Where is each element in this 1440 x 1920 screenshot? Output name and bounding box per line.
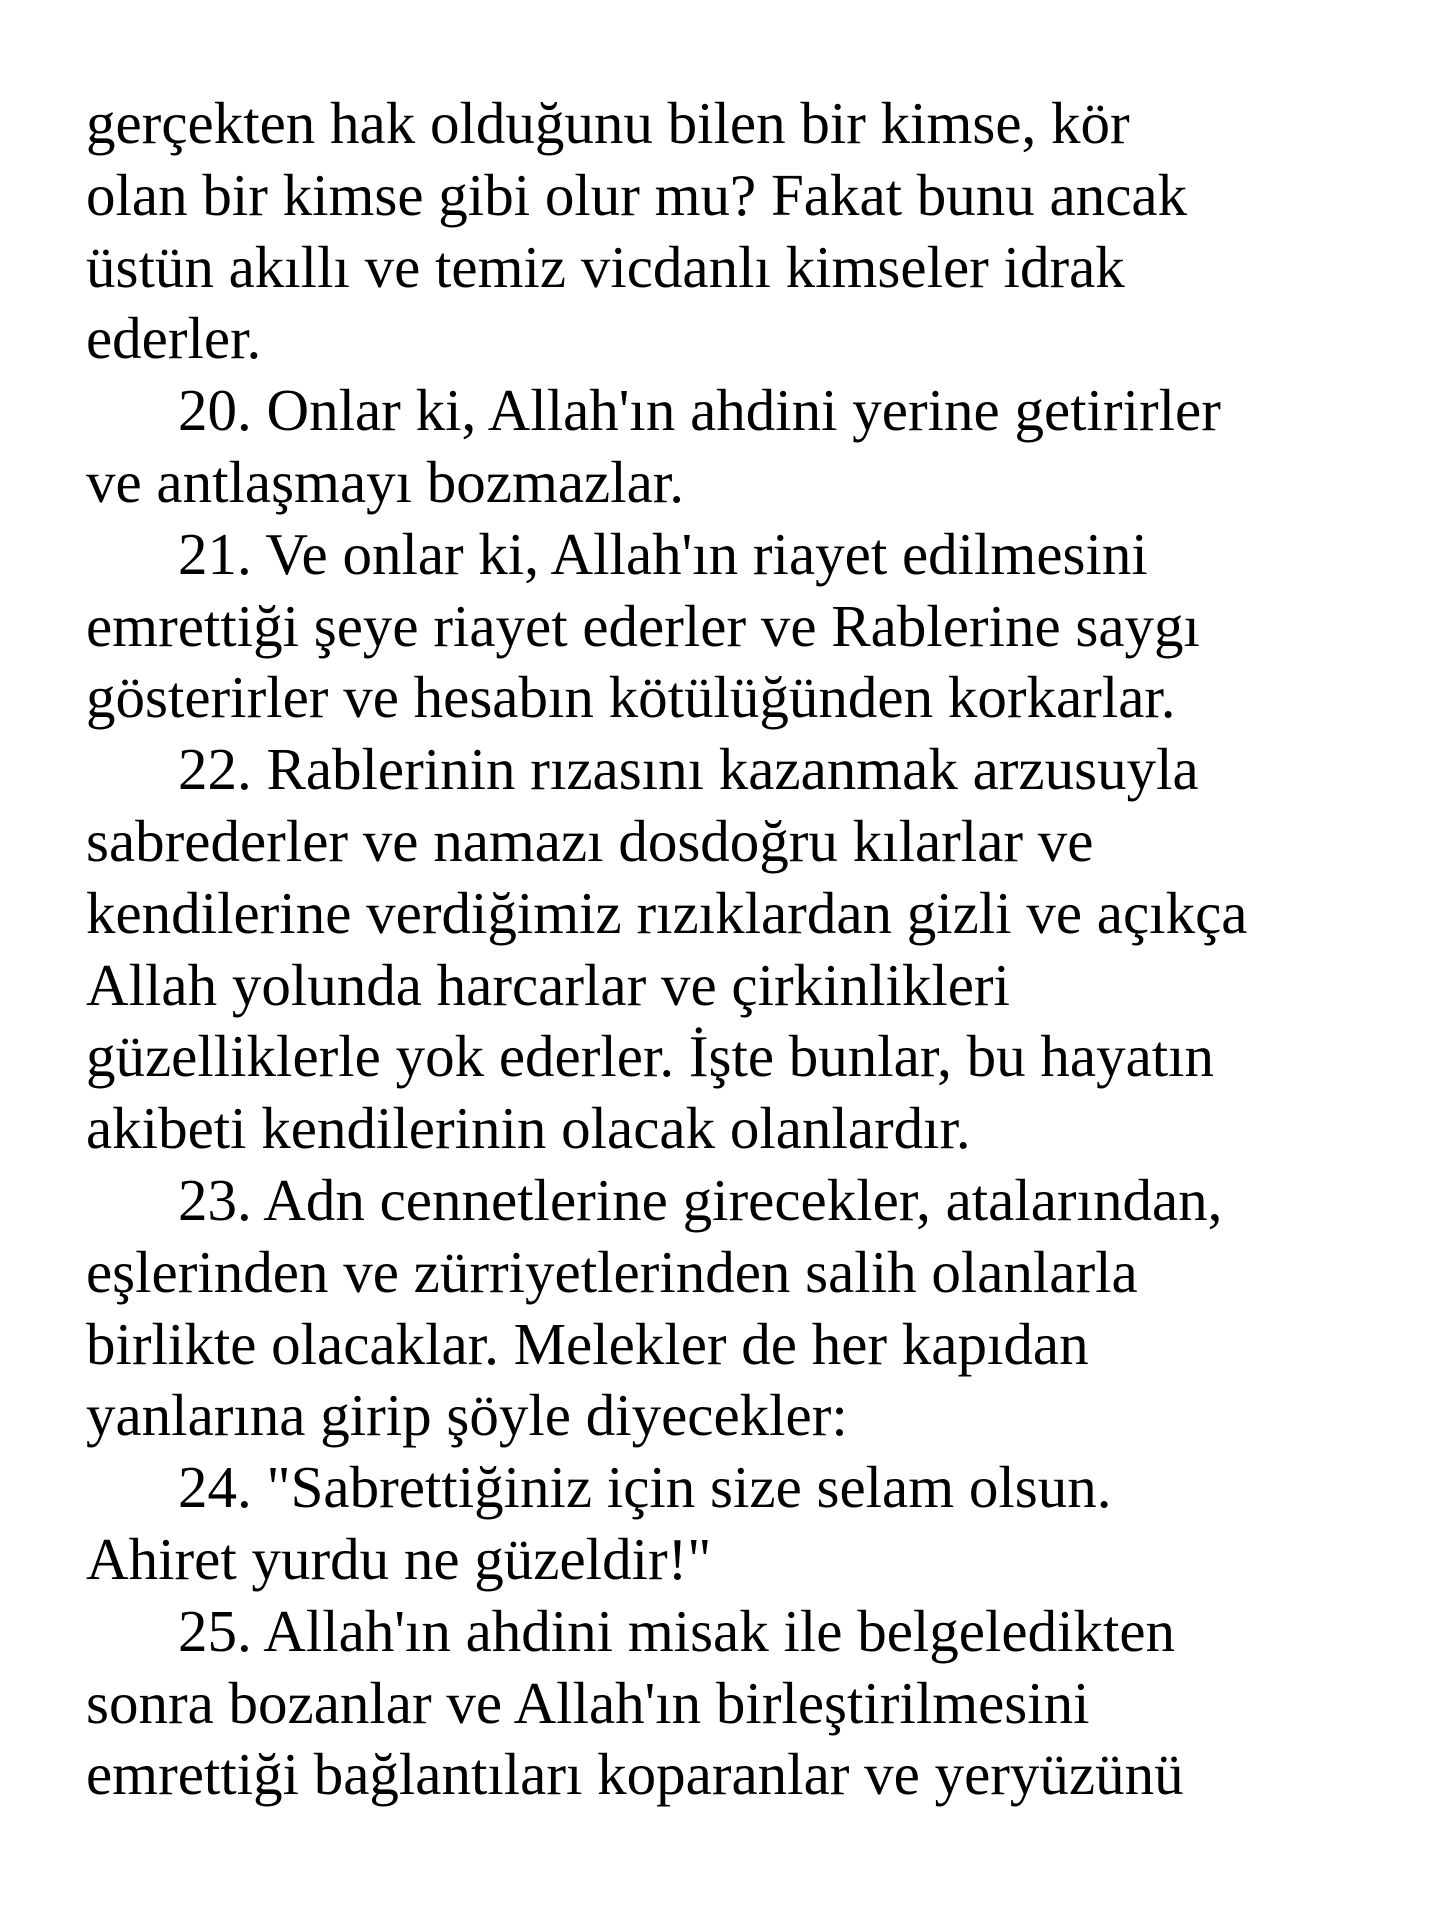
- text-line: akibeti kendilerinin olacak olanlardır.: [86, 1095, 971, 1162]
- text-line: 23. Adn cennetlerine girecekler, atalarından,: [178, 1166, 1223, 1233]
- text-line: eşlerinden ve zürriyetlerinden salih olanlarla: [86, 1238, 1138, 1305]
- text-line: sabrederler ve namazı dosdoğru kılarlar ve: [86, 807, 1094, 874]
- text-line: gösterirler ve hesabın kötülüğünden korkarlar.: [86, 664, 1176, 731]
- verse-24: [86, 1452, 1406, 1596]
- text-line: ve antlaşmayı bozmazlar.: [86, 448, 684, 515]
- text-line: güzelliklerle yok ederler. İşte bunlar, bu hayatın: [86, 1023, 1215, 1090]
- text-line: üstün akıllı ve temiz vicdanlı kimseler idrak: [86, 233, 1125, 300]
- text-line: 22. Rablerinin rızasını kazanmak arzusuyla: [178, 736, 1199, 803]
- text-line: Ahiret yurdu ne güzeldir!": [86, 1525, 712, 1592]
- text-line: emrettiği şeye riayet ederler ve Rablerine saygı: [86, 592, 1200, 659]
- text-line: 21. Ve onlar ki, Allah'ın riayet edilmesini: [178, 520, 1148, 587]
- text-line: yanlarına girip şöyle diyecekler:: [86, 1382, 848, 1449]
- text-line: 25. Allah'ın ahdini misak ile belgeledikten: [178, 1597, 1176, 1664]
- text-line: birlikte olacaklar. Melekler de her kapıdan: [86, 1310, 1089, 1377]
- text-line: 24. "Sabrettiğiniz için size selam olsun.: [178, 1454, 1112, 1521]
- verse-20: [86, 375, 1406, 519]
- verse-23: [86, 1165, 1406, 1452]
- text-line: emrettiği bağlantıları koparanlar ve yeryüzünü: [86, 1741, 1184, 1808]
- text-line: ederler.: [86, 305, 262, 372]
- text-line: Allah yolunda harcarlar ve çirkinlikleri: [86, 951, 1010, 1018]
- document-page: [86, 88, 1406, 1811]
- text-line: 20. Onlar ki, Allah'ın ahdini yerine getirirler: [178, 377, 1221, 444]
- text-line: sonra bozanlar ve Allah'ın birleştirilmesini: [86, 1669, 1090, 1736]
- verse-25: [86, 1596, 1406, 1811]
- text-line: gerçekten hak olduğunu bilen bir kimse, kör: [86, 90, 1130, 156]
- text-line: olan bir kimse gibi olur mu? Fakat bunu ancak: [86, 161, 1188, 228]
- paragraph-continuation: [86, 88, 1406, 375]
- verse-21: [86, 519, 1406, 734]
- text-line: kendilerine verdiğimiz rızıklardan gizli ve açıkça: [86, 879, 1248, 946]
- verse-22: [86, 734, 1406, 1165]
